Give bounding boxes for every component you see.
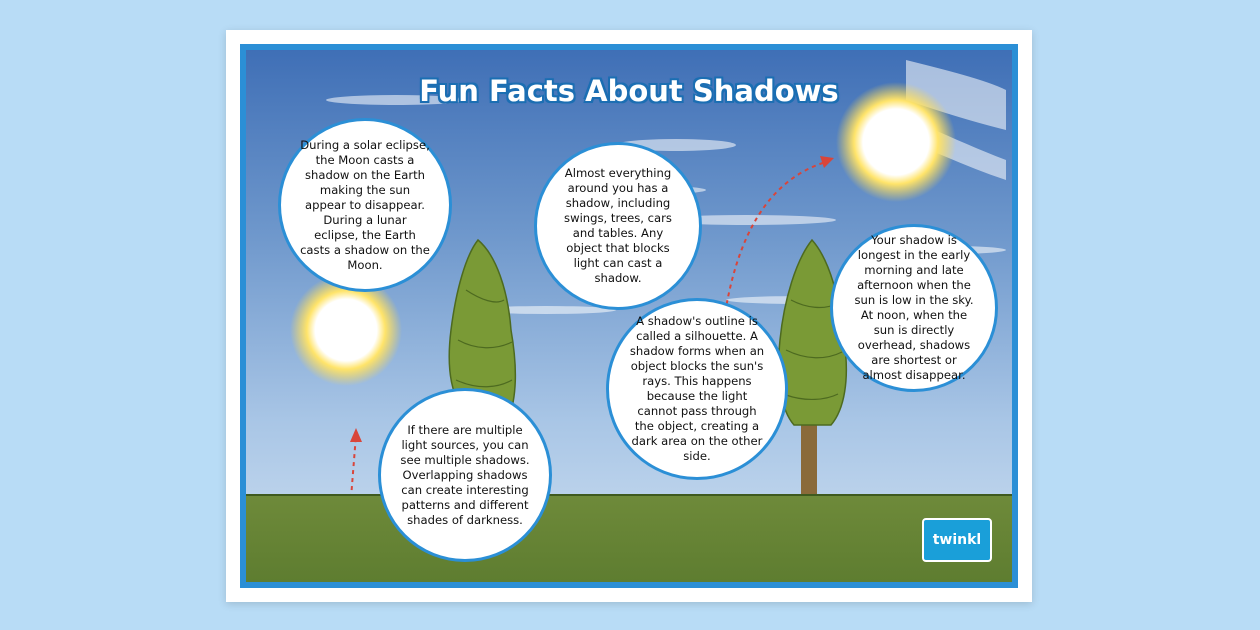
fact-text-longest: Your shadow is longest in the early morning and late afternoon when the sun is low in the sky. At noon, when the sun is directly overhead, shadows are shortest or almost disappear. bbox=[854, 233, 974, 382]
page-title: Fun Facts About Shadows bbox=[419, 74, 839, 108]
twinkl-logo bbox=[922, 518, 992, 562]
fact-text-multiple: If there are multiple light sources, you can see multiple shadows. Overlapping shadows can create interesting patterns and different shades of darkness. bbox=[400, 422, 530, 527]
fact-text-everything: Almost everything around you has a shadow, including swings, trees, cars and tables. Any object that blocks light can cast a shadow. bbox=[564, 166, 672, 285]
fact-text-eclipse: During a solar eclipse, the Moon casts a shadow on the Earth making the sun appear to disappear. During a lunar eclipse, the Earth casts a shadow on the Moon. bbox=[300, 137, 430, 272]
fact-bubble-everything bbox=[534, 142, 702, 310]
sky-scene bbox=[246, 50, 1012, 582]
poster-border bbox=[240, 44, 1018, 588]
sun-left bbox=[290, 274, 402, 386]
logo-text: twinkl bbox=[932, 532, 982, 548]
fact-text-silhouette: A shadow's outline is called a silhouette. A shadow forms when an object blocks the sun's rays. This happens because the light cannot pass through the object, creating a dark area on the other side. bbox=[629, 314, 765, 463]
fact-bubble-eclipse bbox=[278, 118, 452, 292]
ground bbox=[246, 494, 1012, 582]
fact-bubble-longest bbox=[830, 224, 998, 392]
fact-bubble-silhouette bbox=[606, 298, 788, 480]
fact-bubble-multiple bbox=[378, 388, 552, 562]
poster-frame bbox=[226, 30, 1032, 602]
